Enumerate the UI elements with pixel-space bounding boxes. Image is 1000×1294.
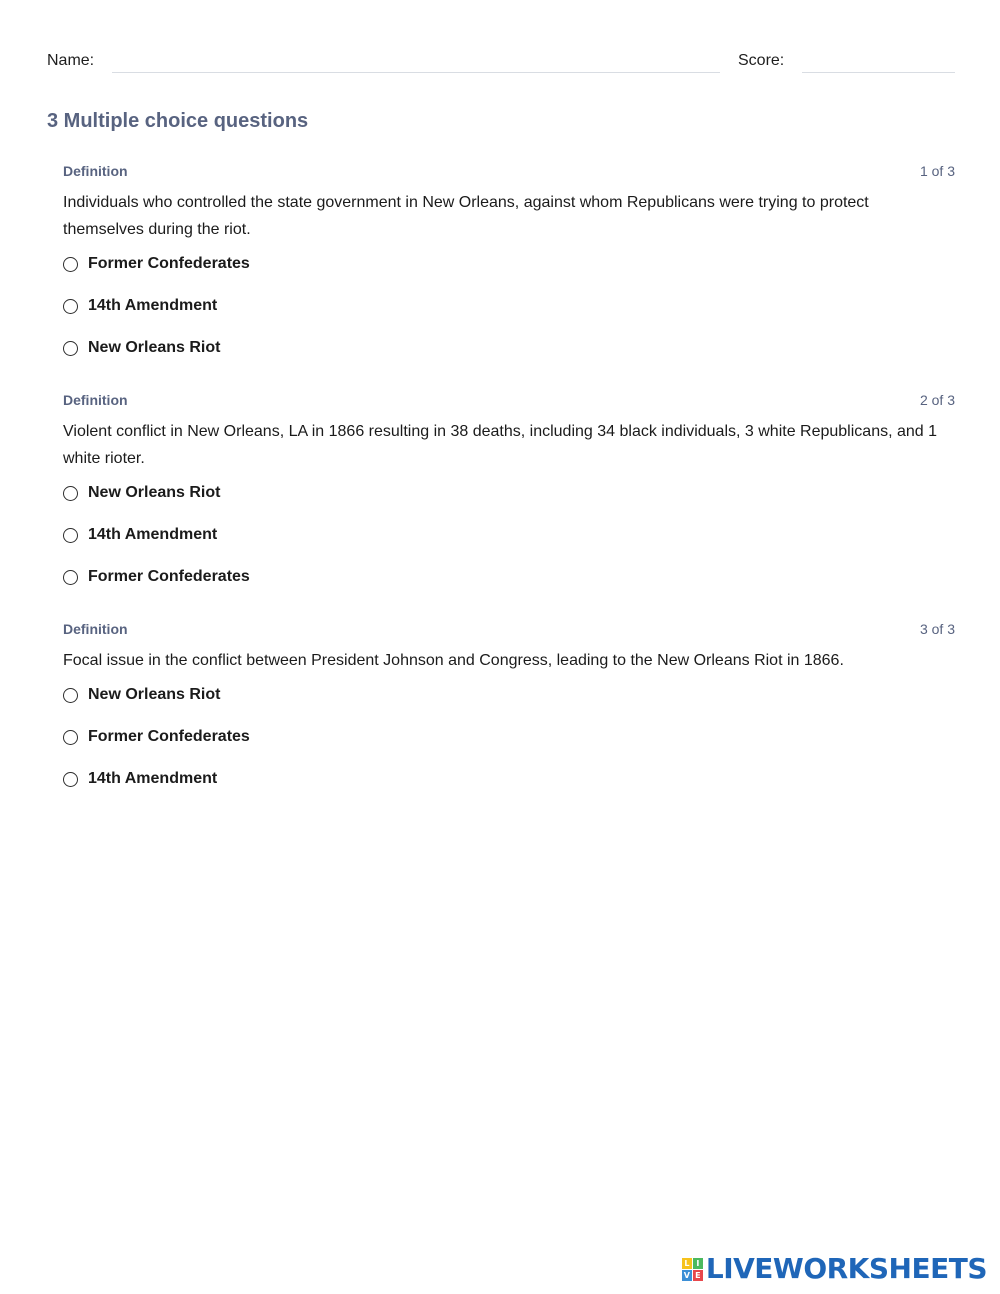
radio-button-icon[interactable] <box>63 299 78 314</box>
question-meta <box>63 163 955 183</box>
options-list <box>63 255 955 381</box>
radio-button-icon[interactable] <box>63 730 78 745</box>
question-type: Definition <box>63 163 128 179</box>
liveworksheets-logo <box>682 1254 987 1284</box>
section-title: 3 Multiple choice questions <box>47 110 309 132</box>
question-1 <box>63 163 955 381</box>
name-field[interactable] <box>112 72 720 73</box>
logo-badge-letter: L <box>682 1258 692 1269</box>
question-meta <box>63 621 955 641</box>
score-field[interactable] <box>802 72 955 73</box>
option-label[interactable]: Former Confederates <box>88 255 250 272</box>
radio-button-icon[interactable] <box>63 257 78 272</box>
radio-button-icon[interactable] <box>63 772 78 787</box>
option-label[interactable]: New Orleans Riot <box>88 339 221 356</box>
logo-badge-letter: V <box>683 1270 690 1280</box>
logo-badge-icon <box>682 1258 703 1281</box>
option-label[interactable]: 14th Amendment <box>88 770 218 787</box>
option-label[interactable]: Former Confederates <box>88 728 250 745</box>
question-2 <box>63 392 955 610</box>
option[interactable] <box>63 686 955 728</box>
option-label[interactable]: Former Confederates <box>88 568 250 585</box>
logo-badge-letter: E <box>693 1270 703 1281</box>
header-row <box>47 48 955 74</box>
option[interactable] <box>63 728 955 770</box>
option[interactable] <box>63 297 955 339</box>
options-list <box>63 484 955 610</box>
radio-button-icon[interactable] <box>63 528 78 543</box>
question-3 <box>63 621 955 812</box>
option[interactable] <box>63 770 955 812</box>
question-type: Definition <box>63 392 128 408</box>
question-type: Definition <box>63 621 128 637</box>
question-text: Individuals who controlled the state government in New Orleans, against whom Republicans were trying to protect themselves during the riot. <box>63 194 869 238</box>
option[interactable] <box>63 255 955 297</box>
radio-button-icon[interactable] <box>63 570 78 585</box>
question-counter: 2 of 3 <box>919 392 955 408</box>
options-list <box>63 686 955 812</box>
logo-badge-letter: I <box>693 1258 703 1269</box>
logo-text: LIVEWORKSHEETS <box>705 1252 987 1285</box>
option-label[interactable]: 14th Amendment <box>88 297 218 314</box>
question-text: Focal issue in the conflict between President Johnson and Congress, leading to the New Orleans Riot in 1866. <box>63 652 844 669</box>
question-text: Violent conflict in New Orleans, LA in 1866 resulting in 38 deaths, including 34 black individuals, 3 white Republicans, and 1 white rioter. <box>63 423 938 467</box>
option[interactable] <box>63 568 955 610</box>
radio-button-icon[interactable] <box>63 688 78 703</box>
option-label[interactable]: New Orleans Riot <box>88 686 221 703</box>
option-label[interactable]: 14th Amendment <box>88 526 218 543</box>
radio-button-icon[interactable] <box>63 486 78 501</box>
score-label: Score: <box>738 52 785 69</box>
name-label: Name: <box>47 52 95 69</box>
option[interactable] <box>63 339 955 381</box>
question-counter: 1 of 3 <box>919 163 955 179</box>
question-meta <box>63 392 955 412</box>
option[interactable] <box>63 484 955 526</box>
radio-button-icon[interactable] <box>63 341 78 356</box>
option-label[interactable]: New Orleans Riot <box>88 484 221 501</box>
question-counter: 3 of 3 <box>919 621 955 637</box>
option[interactable] <box>63 526 955 568</box>
